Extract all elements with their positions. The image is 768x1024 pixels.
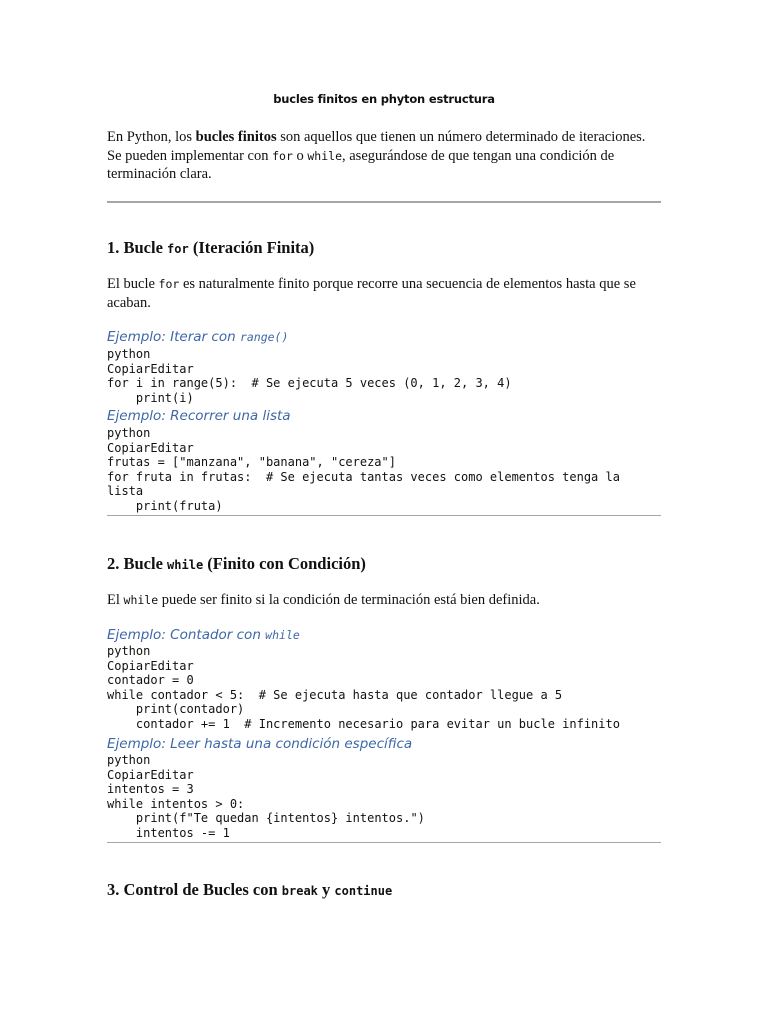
intro-text-1: En Python, los [107,129,196,145]
section-1-code-block-2: python CopiarEditar frutas = ["manzana", "banana", "cereza"] for fruta in frutas: # Se ejecuta tantas veces como elementos tenga la lista print(fruta) [107,426,620,513]
section-1-text-post: es naturalmente finito porque recorre una secuencia de elementos hasta que se acaban. [107,276,636,311]
section-1-example-1-label [107,329,288,346]
intro-text-4: , asegurándose de que tengan una condición de terminación clara. [107,147,615,182]
section-2-heading-post: (Finito con Condición) [203,554,366,573]
section-2-heading-code: while [167,558,204,572]
example-label-code: while [265,628,300,642]
intro-text-2: son aquellos que tienen un número determinado de iteraciones. Se pueden implementar con [107,129,646,164]
example-label-text: Ejemplo: Iterar con [107,329,240,345]
section-1-text-code: for [158,277,180,291]
section-2-paragraph [107,591,661,610]
intro-bold: bucles finitos [195,129,277,145]
section-2-heading [107,554,366,575]
section-2-code-block-2: python CopiarEditar intentos = 3 while intentos > 0: print(f"Te quedan {intentos} intentos.") intentos -= 1 [107,753,425,840]
section-3-heading-mid: y [317,880,335,899]
document-title: bucles finitos en phyton estructura [273,92,495,106]
section-2-code-block-1: python CopiarEditar contador = 0 while contador < 5: # Se ejecuta hasta que contador llegue a 5 print(contador) contador += 1 # Incremento necesario para evitar un bucle infinito [107,644,620,731]
section-1-heading [107,238,314,259]
section-3-heading-pre: 3. Control de Bucles con [107,880,282,899]
section-1-code-block-1: python CopiarEditar for i in range(5): # Se ejecuta 5 veces (0, 1, 2, 3, 4) print(i) [107,347,512,405]
section-2-example-2-label: Ejemplo: Leer hasta una condición específica [107,736,413,752]
section-2-text-pre: El [107,592,124,608]
section-1-heading-post: (Iteración Finita) [188,238,315,257]
section-2-heading-pre: 2. Bucle [107,554,168,573]
section-1-heading-code: for [167,242,189,256]
divider [107,842,661,843]
intro-text-3: o [292,147,308,164]
section-1-text-pre: El bucle [107,276,159,292]
section-3-heading-code-continue: continue [334,884,393,898]
intro-code-for: for [272,148,293,163]
section-3-heading [107,880,392,901]
section-2-text-post: puede ser finito si la condición de terminación está bien definida. [158,592,540,608]
section-1-example-2-label: Ejemplo: Recorrer una lista [107,408,291,424]
intro-code-while: while [307,148,342,163]
section-2-text-code: while [123,593,159,607]
section-1-paragraph [107,275,661,312]
example-label-text: Ejemplo: Contador con [107,627,266,643]
section-1-heading-pre: 1. Bucle [107,238,168,257]
divider [107,515,661,516]
example-label-code: range() [239,330,289,344]
section-2-example-1-label [107,627,300,644]
divider [107,201,661,203]
intro-paragraph [107,128,661,184]
section-3-heading-code-break: break [281,884,318,898]
